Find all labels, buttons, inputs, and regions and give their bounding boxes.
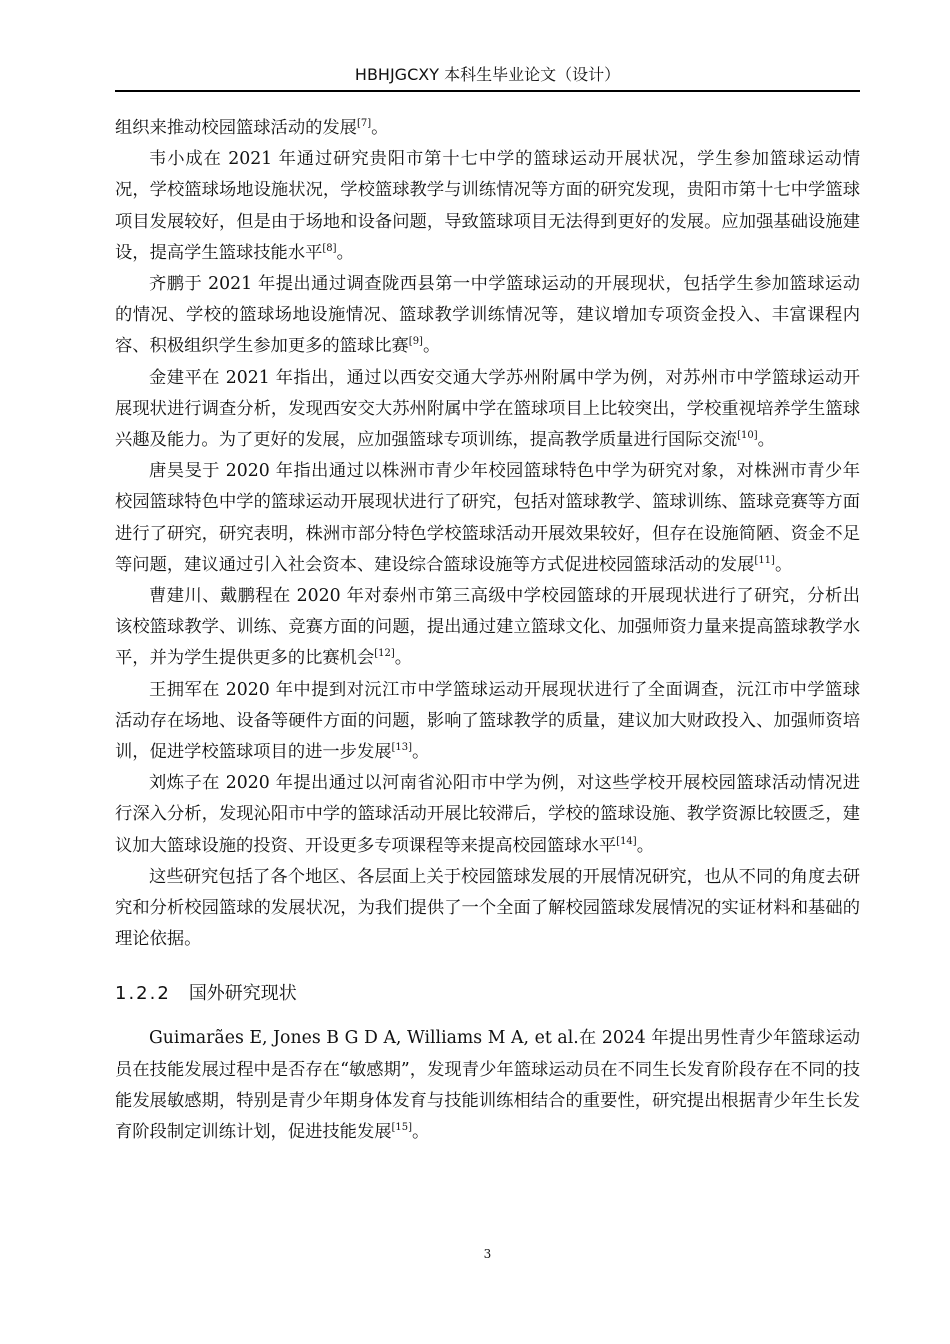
paragraph xyxy=(115,144,860,269)
citation-ref: [8] xyxy=(322,243,337,255)
paragraph xyxy=(115,113,860,144)
paragraph-text: 组织来推动校园篮球活动的发展 xyxy=(115,118,357,138)
citation-ref: [9] xyxy=(408,336,423,348)
paragraph-text: 王拥军在 2020 年中提到对沅江市中学篮球运动开展现状进行了全面调查，沅江市中学篮球活动存在场地、设备等硬件方面的问题，影响了篮球教学的质量，建议加大财政投入、加强师资培训，促进学校篮球项目的进一步发展 xyxy=(115,679,860,763)
document-body xyxy=(115,113,860,1148)
citation-ref: [13] xyxy=(391,742,413,754)
paragraph-end: 。 xyxy=(757,430,775,451)
citation-ref: [10] xyxy=(737,430,758,442)
paragraph-end: 。 xyxy=(371,118,389,138)
page-header: HBHJGCXY 本科生毕业论文（设计） xyxy=(354,65,621,84)
citation-ref: [15] xyxy=(391,1122,413,1134)
paragraph xyxy=(115,768,860,862)
paragraph-end: 。 xyxy=(774,554,793,575)
section-heading xyxy=(115,979,860,1009)
paragraph-end: 。 xyxy=(636,835,654,856)
paragraph-end: 。 xyxy=(412,1122,430,1143)
header-rule xyxy=(115,90,860,92)
paragraph-text: 刘炼子在 2020 年提出通过以河南省沁阳市中学为例，对这些学校开展校园篮球活动情况进行深入分析，发现沁阳市中学的篮球活动开展比较滞后，学校的篮球设施、教学资源比较匮乏，建议加大篮球设施的投资、开设更多专项课程等来提高校园篮球水平 xyxy=(115,773,860,856)
paragraph xyxy=(115,675,860,769)
section-number: 1.2.2 xyxy=(115,983,171,1005)
paragraph-text: Guimarães E, Jones B G D A, Williams M A, et al.在 2024 年提出男性青少年篮球运动员在技能发展过程中是否存在“敏感期”，发现青少年篮球运动员在不同生长发育阶段存在不同的技能发展敏感期，特别是青少年期身体发育与技能训练相结合的重要性，研究提出根据青少年生长发育阶段制定训练计划，促进技能发展 xyxy=(115,1028,860,1143)
paragraph-text: 韦小成在 2021 年通过研究贵阳市第十七中学的篮球运动开展状况，学生参加篮球运动情况，学校篮球场地设施状况，学校篮球教学与训练情况等方面的研究发现，贵阳市第十七中学篮球项目发展较好，但是由于场地和设备问题，导致篮球项目无法得到更好的发展。应加强基础设施建设，提高学生篮球技能水平 xyxy=(115,149,860,263)
paragraph-text: 这些研究包括了各个地区、各层面上关于校园篮球发展的开展情况研究，也从不同的角度去研究和分析校园篮球的发展状况，为我们提供了一个全面了解校园篮球发展情况的实证材料和基础的理论依据。 xyxy=(115,866,860,950)
page-number: 3 xyxy=(483,1247,492,1261)
paragraph-text: 曹建川、戴鹏程在 2020 年对泰州市第三高级中学校园篮球的开展现状进行了研究，分析出该校篮球教学、训练、竞赛方面的问题，提出通过建立篮球文化、加强师资力量来提高篮球教学水平，并为学生提供更多的比赛机会 xyxy=(115,586,860,669)
paragraph-text: 金建平在 2021 年指出，通过以西安交通大学苏州附属中学为例，对苏州市中学篮球运动开展现状进行调查分析，发现西安交大苏州附属中学在篮球项目上比较突出，学校重视培养学生篮球兴趣及能力。为了更好的发展，应加强篮球专项训练，提高教学质量进行国际交流 xyxy=(115,367,860,451)
paragraph xyxy=(115,363,860,457)
paragraph xyxy=(115,862,860,956)
citation-ref: [7] xyxy=(356,118,372,130)
paragraph-text: 唐昊旻于 2020 年指出通过以株洲市青少年校园篮球特色中学为研究对象，对株洲市青少年校园篮球特色中学的篮球运动开展现状进行了研究，包括对篮球教学、篮球训练、篮球竞赛等方面进行了研究，研究表明，株洲市部分特色学校篮球活动开展效果较好，但存在设施简陋、资金不足等问题，建议通过引入社会资本、建设综合篮球设施等方式促进校园篮球活动的发展 xyxy=(115,461,860,575)
paragraph-text: 齐鹏于 2021 年提出通过调查陇西县第一中学篮球运动的开展现状，包括学生参加篮球运动的情况、学校的篮球场地设施情况、篮球教学训练情况等，建议增加专项资金投入、丰富课程内容、积极组织学生参加更多的篮球比赛 xyxy=(115,274,860,357)
paragraph xyxy=(115,581,860,675)
paragraph-end: 。 xyxy=(336,242,354,263)
citation-ref: [12] xyxy=(374,648,395,660)
paragraph xyxy=(115,269,860,363)
paragraph xyxy=(115,456,860,581)
paragraph-end: 。 xyxy=(422,336,441,357)
citation-ref: [11] xyxy=(754,555,775,567)
paragraph-end: 。 xyxy=(412,742,430,763)
section-title: 国外研究现状 xyxy=(188,983,297,1005)
citation-ref: [14] xyxy=(616,835,637,847)
paragraph-end: 。 xyxy=(394,648,413,669)
paragraph xyxy=(115,1023,860,1148)
